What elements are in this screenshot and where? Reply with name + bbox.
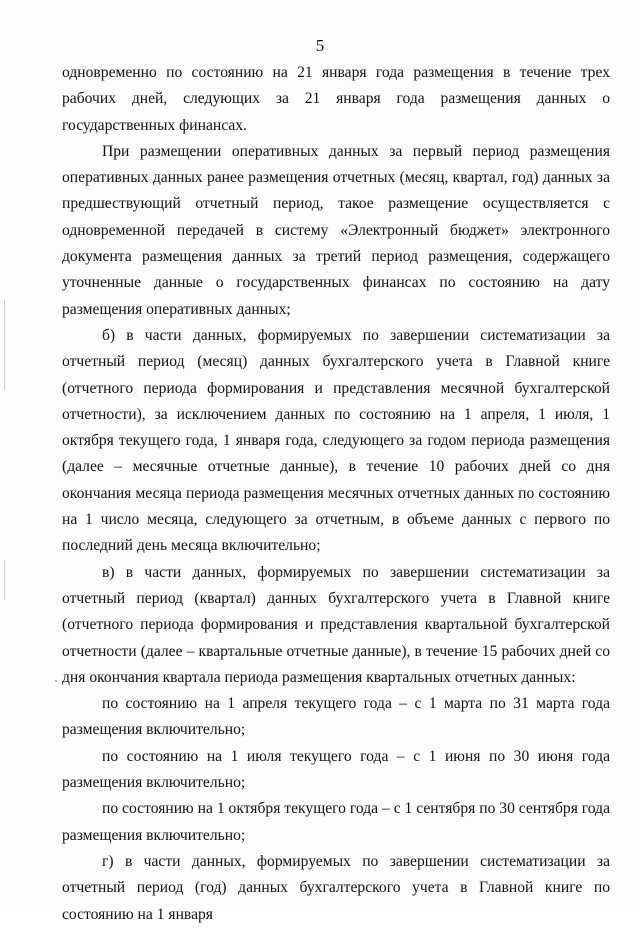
paragraph-item-b: б) в части данных, формируемых по завершении систематизации за отчетный период (месяц) данных бухгалтерского учета в Главной книге (отчетного периода формирования и представления месячной бухгалтерской отчетности), за исключением данных по состоянию на 1 апреля, 1 июля, 1 октября текущего года, 1 января года, следующего за годом периода размещения (далее – месячные отчетные данные), в течение 10 рабочих дней со дня окончания месяца периода размещения месячных отчетных данных по состоянию на 1 число месяца, следующего за отчетным, в объеме данных с первого по последний день месяца включительно;	[62, 326, 610, 555]
scan-speck	[55, 680, 57, 682]
paragraph-item-v: в) в части данных, формируемых по завершении систематизации за отчетный период (квартал) данных бухгалтерского учета в Главной книге (отчетного периода формирования и представления квартальной бухгалтерской отчетности (далее – квартальные отчетные данные), в течение 15 рабочих дней со дня окончания квартала периода размещения квартальных отчетных данных:	[62, 563, 610, 686]
paragraph-october: по состоянию на 1 октября текущего года – с 1 сентября по 30 сентября года размещения включительно;	[62, 800, 610, 844]
paragraph-april: по состоянию на 1 апреля текущего года – с 1 марта по 31 марта года размещения включительно;	[62, 695, 610, 739]
paragraph-continuation: одновременно по состоянию на 21 января года размещения в течение трех рабочих дней, следующих за 21 января года размещения данных о государственных финансах.	[62, 64, 610, 134]
paragraph-item-g: г) в части данных, формируемых по завершении систематизации за отчетный период (год) данных бухгалтерского учета в Главной книге по состоянию на 1 января	[62, 852, 610, 923]
paragraph-july: по состоянию на 1 июля текущего года – с 1 июня по 30 июня года размещения включительно;	[62, 747, 610, 792]
document-body	[62, 60, 610, 928]
scan-edge-mark	[4, 560, 5, 600]
page-number: 5	[315, 36, 325, 55]
scan-edge-mark	[4, 300, 5, 390]
paragraph-operational-data: При размещении оперативных данных за первый период размещения оперативных данных ранее размещения отчетных (месяц, квартал, год) данных за предшествующий отчетный период, такое размещение осуществляется с одновременной передачей в систему «Электронный бюджет» электронного документа размещения данных за третий период размещения, содержащего уточненные данные о государственных финансах по состоянию на дату размещения оперативных данных;	[62, 142, 610, 318]
